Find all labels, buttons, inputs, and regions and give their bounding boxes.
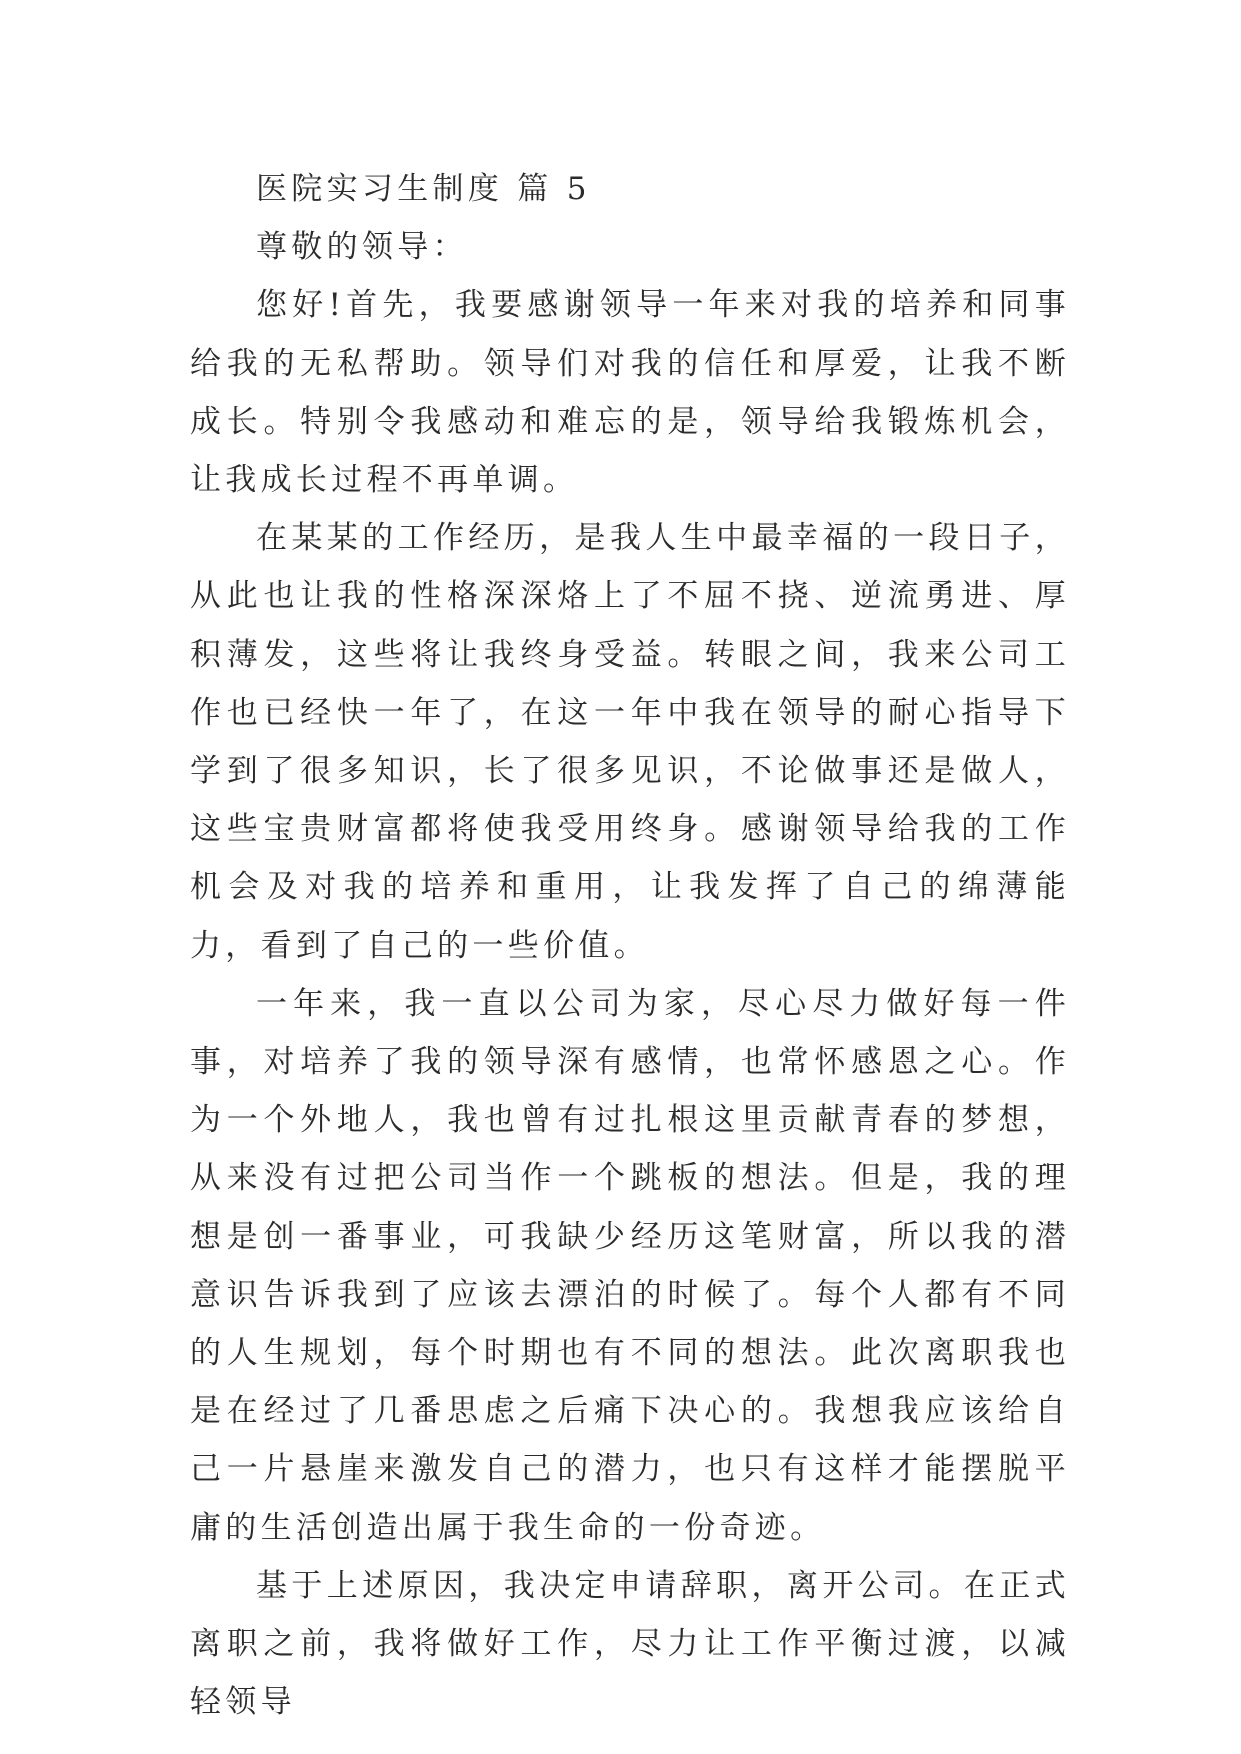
paragraph-2: 在某某的工作经历，是我人生中最幸福的一段日子，从此也让我的性格深深烙上了不屈不挠、逆流勇进、厚积薄发，这些将让我终身受益。转眼之间，我来公司工作也已经快一年了，在这一年中我在领导的耐心指导下学到了很多知识，长了很多见识，不论做事还是做人，这些宝贵财富都将使我受用终身。感谢领导给我的工作机会及对我的培养和重用，让我发挥了自己的绵薄能力，看到了自己的一些价值。 xyxy=(190,520,1070,964)
salutation: 尊敬的领导： xyxy=(256,229,468,266)
paragraph-4: 基于上述原因，我决定申请辞职，离开公司。在正式离职之前，我将做好工作，尽力让工作平衡过渡，以减轻领导 xyxy=(190,1567,1070,1721)
document-body xyxy=(190,160,1070,1731)
paragraph-3: 一年来，我一直以公司为家，尽心尽力做好每一件事，对培养了我的领导深有感情，也常怀感恩之心。作为一个外地人，我也曾有过扎根这里贡献青春的梦想，从来没有过把公司当作一个跳板的想法。但是，我的理想是创一番事业，可我缺少经历这笔财富，所以我的潜意识告诉我到了应该去漂泊的时候了。每个人都有不同的人生规划，每个时期也有不同的想法。此次离职我也是在经过了几番思虑之后痛下决心的。我想我应该给自己一片悬崖来激发自己的潜力，也只有这样才能摆脱平庸的生活创造出属于我生命的一份奇迹。 xyxy=(190,985,1070,1546)
document-heading: 医院实习生制度 篇 5 xyxy=(256,171,591,207)
paragraph-1: 您好!首先，我要感谢领导一年来对我的培养和同事给我的无私帮助。领导们对我的信任和厚爱，让我不断成长。特别令我感动和难忘的是，领导给我锻炼机会，让我成长过程不再单调。 xyxy=(190,287,1070,499)
